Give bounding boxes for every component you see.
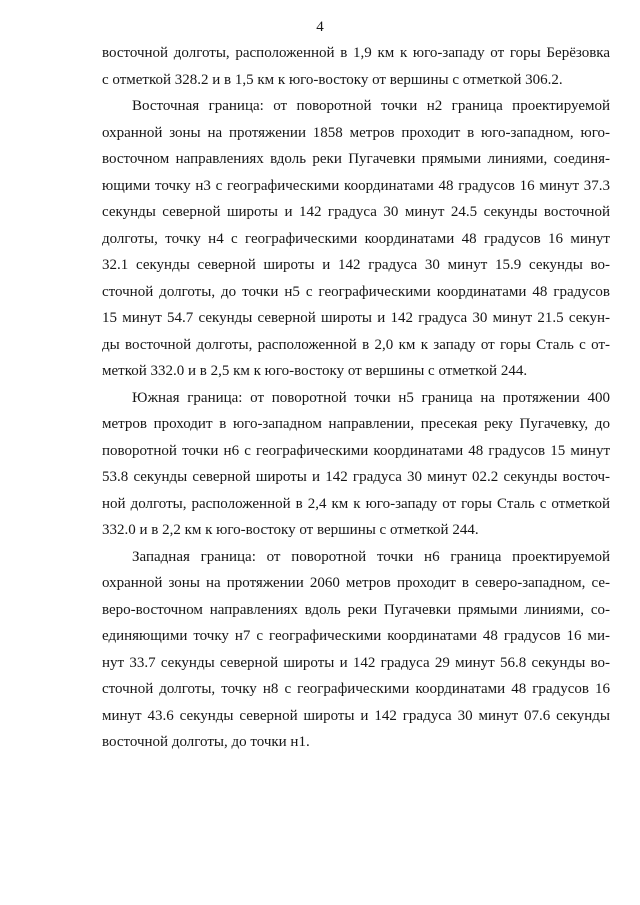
text-line: меткой 332.0 и в 2,5 км к юго-востоку от вершины с отметкой 244. — [102, 363, 528, 379]
text-line: Восточная граница: от поворотной точки н2 граница проектируемой — [132, 98, 610, 114]
paragraph — [102, 385, 610, 544]
paragraph — [102, 40, 610, 93]
text-line: Южная граница: от поворотной точки н5 граница на протяжении 400 — [132, 389, 610, 406]
text-line: ды восточной долготы, расположенной в 2,0 км к западу от горы Сталь с от- — [102, 336, 610, 353]
text-line: секунды северной широты и 142 градуса 30 минут 24.5 секунды восточной — [102, 204, 610, 220]
text-line: сточной долготы, точку н8 с географическими координатами 48 градусов 16 — [102, 681, 610, 697]
text-line: охранной зоны на протяжении 1858 метров проходит в юго-западном, юго- — [102, 124, 610, 141]
text-line: ющими точку н3 с географическими координатами 48 градусов 16 минут 37.3 — [102, 177, 610, 194]
text-line: Западная граница: от поворотной точки н6 граница проектируемой — [132, 548, 610, 565]
text-line: единяющими точку н7 с географическими координатами 48 градусов 16 ми- — [102, 628, 610, 644]
page-number: 4 — [316, 19, 324, 35]
text-line: 332.0 и в 2,2 км к юго-востоку от вершины с отметкой 244. — [102, 522, 479, 538]
text-line: метров проходит в юго-западном направлении, пресекая реку Пугачевку, до — [102, 416, 610, 432]
text-line: восточном направлениях вдоль реки Пугачевки прямыми линиями, соединя- — [102, 151, 610, 167]
text-line: веро-восточном направлениях вдоль реки Пугачевки прямыми линиями, со- — [102, 601, 610, 618]
paragraph — [102, 93, 610, 385]
paragraph — [102, 544, 610, 756]
text-line: 53.8 секунды северной широты и 142 градуса 30 минут 02.2 секунды восточ- — [102, 469, 610, 485]
text-line: 32.1 секунды северной широты и 142 градуса 30 минут 15.9 секунды во- — [102, 257, 610, 273]
text-line: восточной долготы, до точки н1. — [102, 734, 310, 750]
text-line: нут 33.7 секунды северной широты и 142 градуса 29 минут 56.8 секунды во- — [102, 654, 610, 671]
text-line: минут 43.6 секунды северной широты и 142 градуса 30 минут 07.6 секунды — [102, 707, 610, 724]
text-line: восточной долготы, расположенной в 1,9 км к юго-западу от горы Берёзовка — [102, 45, 610, 61]
text-line: с отметкой 328.2 и в 1,5 км к юго-востоку от вершины с отметкой 306.2. — [102, 71, 563, 88]
text-line: долготы, точку н4 с географическими координатами 48 градусов 16 минут — [102, 230, 610, 247]
body-text — [102, 40, 610, 756]
text-line: охранной зоны на протяжении 2060 метров проходит в северо-западном, се- — [102, 575, 610, 591]
text-line: ной долготы, расположенной в 2,4 км к юго-западу от горы Сталь с отметкой — [102, 495, 610, 512]
text-line: сточной долготы, до точки н5 с географическими координатами 48 градусов — [102, 283, 610, 300]
text-line: поворотной точки н6 с географическими координатами 48 градусов 15 минут — [102, 442, 610, 459]
text-line: 15 минут 54.7 секунды северной широты и 142 градуса 30 минут 21.5 секун- — [102, 310, 610, 326]
